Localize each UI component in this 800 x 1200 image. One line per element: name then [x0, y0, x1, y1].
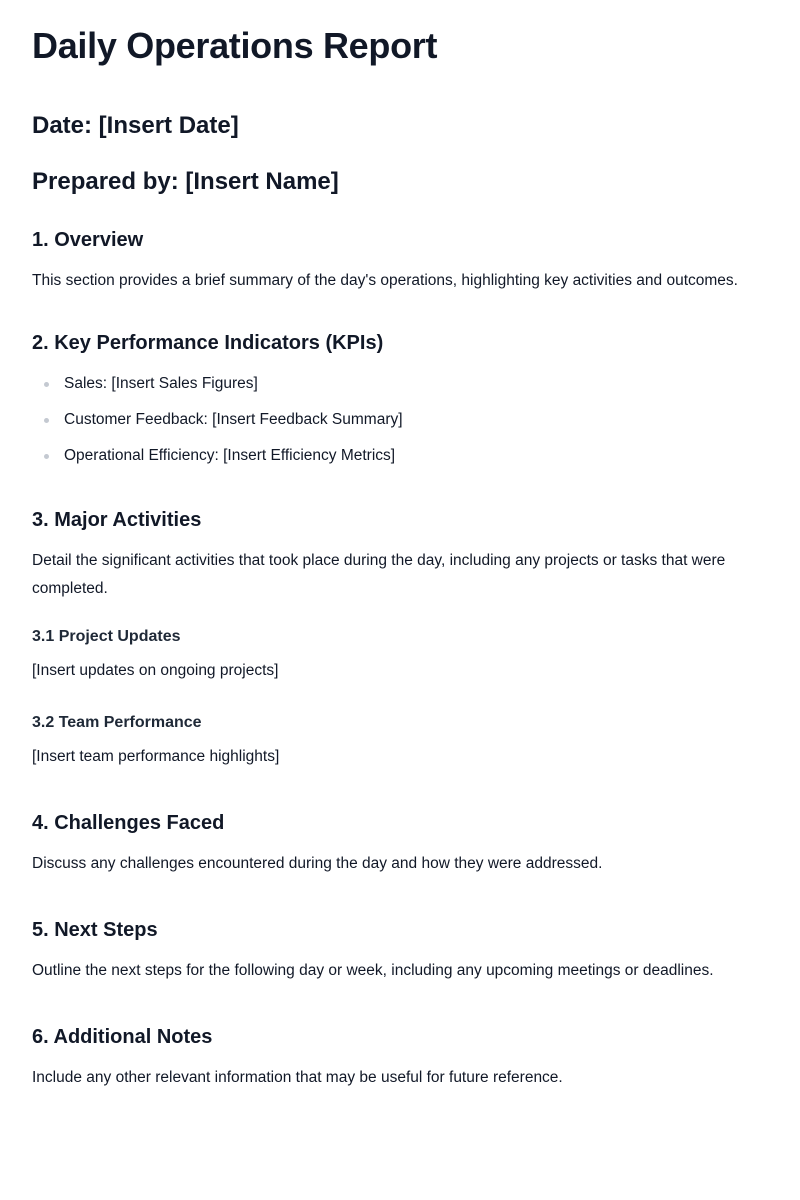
subsection-heading: 3.1 Project Updates: [32, 628, 181, 645]
section-heading: 6. Additional Notes: [32, 1026, 213, 1048]
subsection-body: [Insert updates on ongoing projects]: [32, 662, 279, 679]
kpi-list: [32, 372, 768, 468]
report-date: Date: [Insert Date]: [32, 112, 239, 139]
section-overview: [32, 228, 768, 295]
bullet-icon: [44, 382, 49, 387]
bullet-icon: [44, 454, 49, 459]
list-item: [32, 444, 768, 468]
section-heading: 1. Overview: [32, 229, 144, 251]
section-heading: 4. Challenges Faced: [32, 812, 225, 834]
section-body: Detail the significant activities that took place during the day, including any projects or tasks that were completed.: [32, 552, 726, 597]
kpi-item-label: Customer Feedback: [Insert Feedback Summary]: [64, 411, 403, 428]
page-title: Daily Operations Report: [32, 25, 438, 66]
section-heading: 2. Key Performance Indicators (KPIs): [32, 332, 384, 354]
subsection-body: [Insert team performance highlights]: [32, 748, 280, 765]
list-item: [32, 372, 768, 396]
section-next-steps: [32, 918, 768, 985]
section-heading: 5. Next Steps: [32, 919, 158, 941]
section-body: This section provides a brief summary of the day's operations, highlighting key activities and outcomes.: [32, 272, 738, 289]
section-activities: [32, 508, 768, 771]
kpi-item-label: Sales: [Insert Sales Figures]: [64, 375, 258, 392]
section-additional-notes: [32, 1025, 768, 1092]
subsection-heading: 3.2 Team Performance: [32, 714, 202, 731]
section-body: Outline the next steps for the following day or week, including any upcoming meetings or deadlines.: [32, 962, 714, 979]
section-body: Discuss any challenges encountered during the day and how they were addressed.: [32, 855, 603, 872]
bullet-icon: [44, 418, 49, 423]
section-challenges: [32, 811, 768, 878]
section-body: Include any other relevant information that may be useful for future reference.: [32, 1069, 563, 1086]
list-item: [32, 408, 768, 432]
section-heading: 3. Major Activities: [32, 509, 202, 531]
prepared-by: Prepared by: [Insert Name]: [32, 168, 339, 195]
section-kpis: [32, 331, 768, 468]
kpi-item-label: Operational Efficiency: [Insert Efficiency Metrics]: [64, 447, 396, 464]
